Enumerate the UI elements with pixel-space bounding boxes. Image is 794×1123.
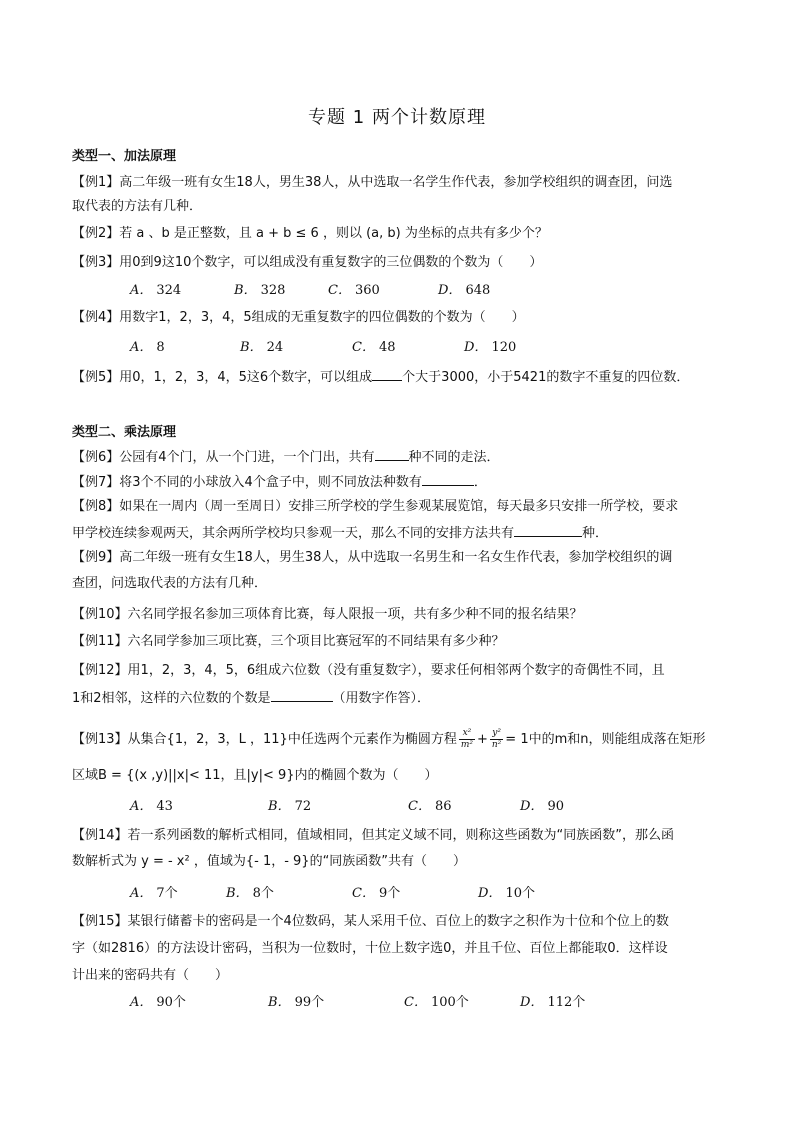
example-9-line-1: 【例9】高二年级一班有女生18人，男生38人，从中选取一名男生和一名女生作代表，参加学校组织的调 [72,550,673,565]
ellipse-fraction-x: $\frac{\text{x²}}{\text{m²}}$ [460,728,473,750]
example-15-options [130,993,585,1013]
option-b: B． 24 [240,340,284,355]
option-b: B． 72 [268,799,312,814]
example-13-line-1: 【例13】从集合{1，2，3，L ，11}中任选两个元素作为椭圆方程 $\frac{\text{x²}}{\text{m²}}$ + $\frac{\text{y²}}{\text{n²}}$ = 1中的m和n，则能组成落在矩形 [72,728,706,750]
example-3-line-1: 【例3】用0到9这10个数字，可以组成没有重复数字的三位偶数的个数为（ ） [72,255,543,270]
option-d: D． 90 [520,799,564,814]
section-heading-addition: 类型一、加法原理 [72,149,177,164]
option-c: C． 100个 [404,995,469,1010]
option-d: D． 648 [438,283,491,298]
example-15-line-3: 计出来的密码共有（ ） [72,968,229,983]
answer-blank [372,366,402,381]
option-a: A． 90个 [130,995,186,1010]
option-b: B． 99个 [268,995,325,1010]
example-10-line-1: 【例10】六名同学报名参加三项体育比赛，每人限报一项，共有多少种不同的报名结果？ [72,607,583,622]
example-1-line-1: 【例1】高二年级一班有女生18人，男生38人，从中选取一名学生作代表，参加学校组织的调查团，问选 [72,175,673,190]
example-8-line-2: 甲学校连续参观两天，其余两所学校均只参观一天，那么不同的安排方法共有 种． [72,522,608,544]
example-2-line-1: 【例2】若 a 、b 是正整数，且 a + b ≤ 6 ，则以 (a, b) 为坐标的点共有多少个？ [72,226,548,241]
example-13-options [130,797,564,817]
example-15-line-1: 【例15】某银行储蓄卡的密码是一个4位数码，某人采用千位、百位上的数字之积作为十位和个位上的数 [72,914,669,929]
option-d: D． 10个 [478,886,535,901]
example-15-line-2: 字（如2816）的方法设计密码，当积为一位数时，十位上数字选0，并且千位、百位上都能取0．这样设 [72,941,668,956]
answer-blank [375,446,409,461]
answer-blank [422,471,474,486]
example-13-line-2: 区域B = {(x ,y)||x|< 11，且|y|< 9}内的椭圆个数为（ ） [72,768,438,783]
option-c: C． 9个 [352,886,401,901]
example-14-line-1: 【例14】若一系列函数的解析式相同，值域相同，但其定义域不同，则称这些函数为“同族函数”，那么函 [72,828,675,843]
example-3-options [130,281,490,301]
example-8-line-1: 【例8】如果在一周内（周一至周日）安排三所学校的学生参观某展览馆，每天最多只安排一所学校，要求 [72,499,679,514]
option-d: D． 112个 [520,995,586,1010]
option-c: C． 86 [408,799,452,814]
example-4-options [130,338,516,358]
example-1-line-2: 取代表的方法有几种． [72,199,203,214]
example-14-line-2: 数解析式为 y = - x² ，值域为{- 1，- 9}的“同族函数”共有（ ） [72,854,467,869]
page-title: 专题 1 两个计数原理 [308,107,486,128]
example-9-line-2: 查团，问选取代表的方法有几种． [72,576,268,591]
option-c: C． 360 [328,283,380,298]
section-heading-multiplication: 类型二、乘法原理 [72,425,177,440]
example-14-options [130,884,535,904]
ellipse-fraction-y: $\frac{\text{y²}}{\text{n²}}$ [491,728,502,750]
option-a: A． 7个 [130,886,178,901]
option-b: B． 328 [234,283,286,298]
example-11-line-1: 【例11】六名同学参加三项比赛，三个项目比赛冠军的不同结果有多少种？ [72,634,505,649]
option-a: A． 324 [130,283,182,298]
example-5-line-1: 【例5】用0，1，2，3，4，5这6个数字，可以组成 个大于3000，小于5421的数字不重复的四位数． [72,366,689,388]
answer-blank [514,522,582,537]
example-4-line-1: 【例4】用数字1，2，3，4，5组成的无重复数字的四位偶数的个数为（ ） [72,310,525,325]
example-12-line-1: 【例12】用1，2，3，4，5，6组成六位数（没有重复数字），要求任何相邻两个数字的奇偶性不同，且 [72,663,665,678]
option-c: C． 48 [352,340,396,355]
option-a: A． 8 [130,340,165,355]
option-b: B． 8个 [226,886,274,901]
example-7-line-1: 【例7】将3个不同的小球放入4个盒子中，则不同放法种数有 ． [72,471,487,493]
answer-blank [271,687,333,702]
option-a: A． 43 [130,799,173,814]
option-d: D． 120 [464,340,517,355]
example-12-line-2: 1和2相邻，这样的六位数的个数是 （用数字作答）． [72,687,430,709]
example-6-line-1: 【例6】公园有4个门，从一个门进，一个门出，共有 种不同的走法． [72,446,500,468]
